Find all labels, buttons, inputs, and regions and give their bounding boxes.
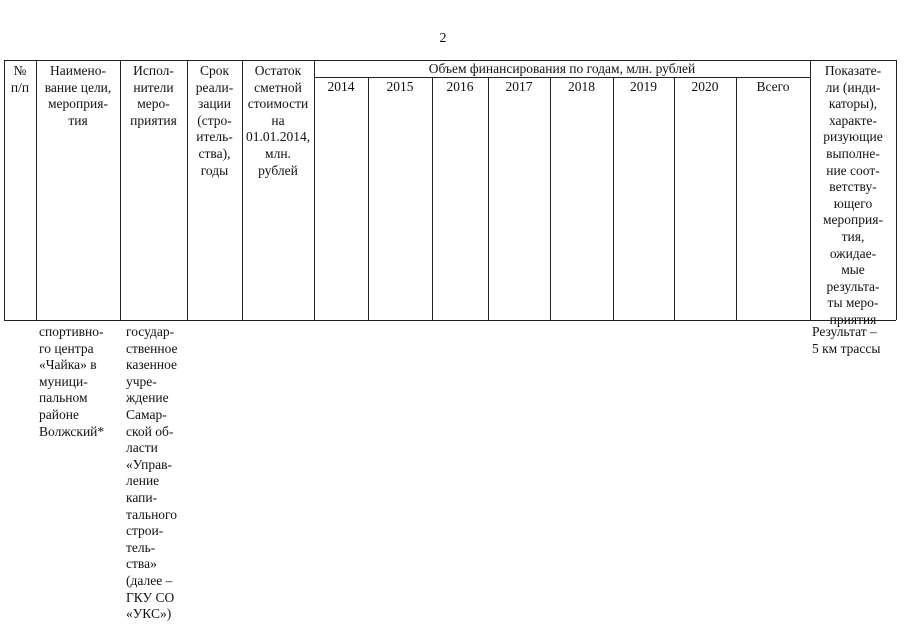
year-col-border — [368, 77, 369, 320]
year-col-border — [550, 77, 551, 320]
header-remainder: Остаток сметной стоимости на 01.01.2014, млн. рублей — [245, 63, 311, 178]
header-executors: Испол- нители меро- приятия — [130, 63, 177, 128]
header-year-2014: 2014 — [327, 79, 355, 94]
header-total: Всего — [756, 79, 790, 94]
year-col-border — [488, 77, 489, 320]
row-indicators: Результат – 5 км трассы — [812, 324, 881, 356]
year-col-border — [736, 77, 737, 320]
header-year-2016: 2016 — [446, 79, 474, 94]
header-term: Срок реали- зации (стро- итель- ства), годы — [195, 63, 234, 178]
col-border — [896, 60, 897, 320]
header-year-2018: 2018 — [568, 79, 595, 94]
header-year-2015: 2015 — [386, 79, 414, 94]
header-bottom-border — [4, 320, 896, 321]
year-col-border — [674, 77, 675, 320]
header-year-2019: 2019 — [630, 79, 657, 94]
page-number: 2 — [439, 31, 447, 46]
col-border — [4, 60, 5, 320]
row-executors: государ- ственное казенное учре- ждение Самар- ской об- ласти «Управ- ление капи- тального строи- тель- ства» (далее – ГКУ СО «УКС») — [126, 324, 178, 622]
year-col-border — [432, 77, 433, 320]
col-border — [314, 60, 315, 320]
header-name: Наимено- вание цели, мероприя- тия — [44, 63, 112, 128]
header-year-2017: 2017 — [505, 79, 533, 94]
row-name: спортивно- го центра «Чайка» в муници- пальном районе Волжский* — [39, 324, 105, 439]
header-year-2020: 2020 — [691, 79, 719, 94]
header-financing: Объем финансирования по годам, млн. рублей — [428, 61, 696, 76]
year-col-border — [613, 77, 614, 320]
header-num: № п/п — [10, 63, 30, 95]
header-indicators: Показате- ли (инди- каторы), характе- ризующие выполне- ние соот- ветству- ющего мероприя- тия, ожидае- мые результа- ты меро- приятия — [823, 63, 883, 327]
